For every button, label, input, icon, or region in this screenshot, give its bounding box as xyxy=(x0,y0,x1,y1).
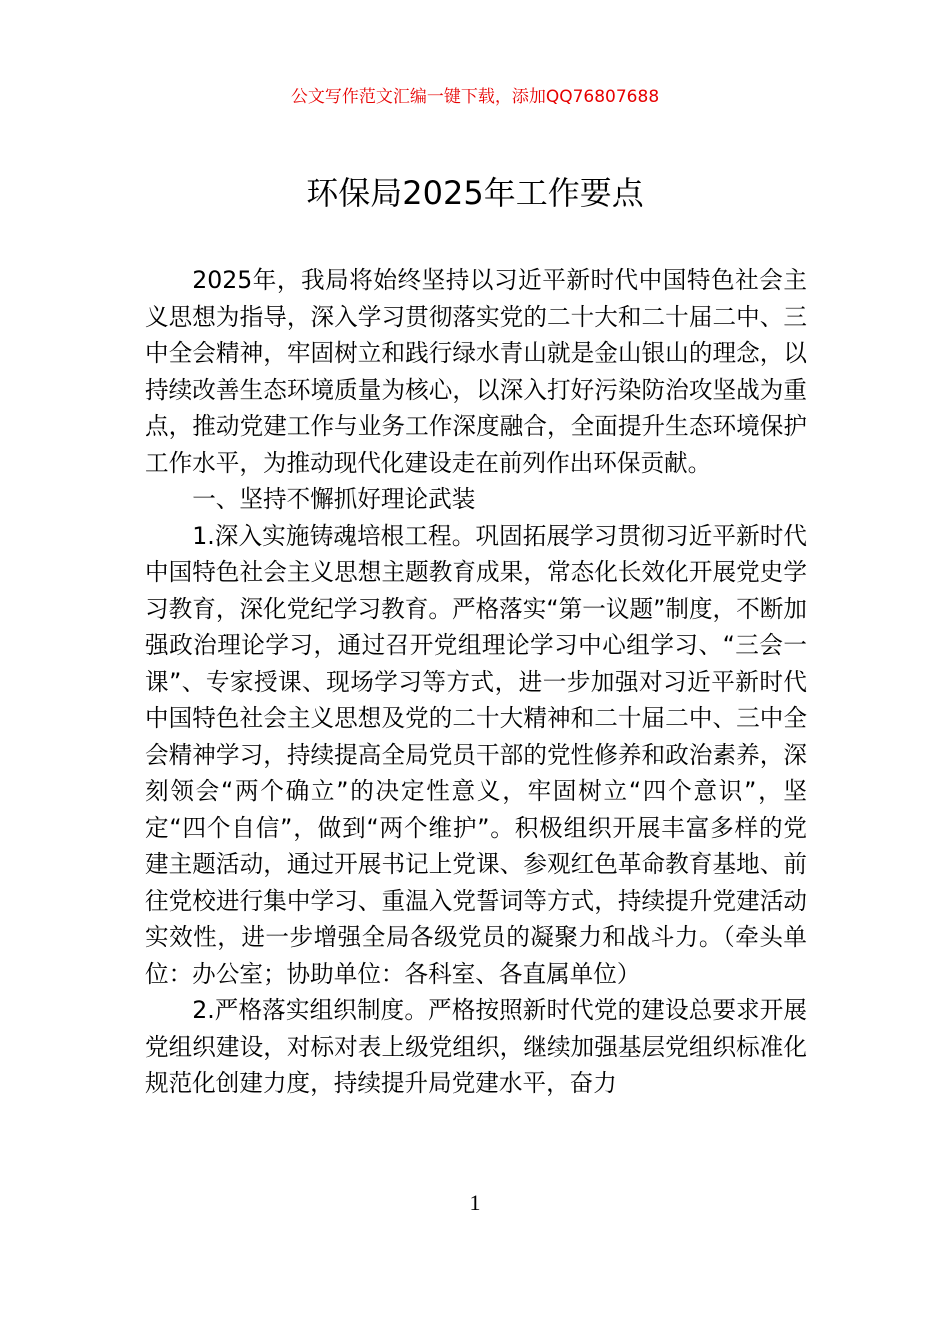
document-title: 环保局2025年工作要点 xyxy=(306,174,644,212)
download-watermark: 公文写作范文汇编一键下载，添加QQ76807688 xyxy=(290,87,660,107)
section-heading-1: 一、坚持不懈抓好理论武装 xyxy=(192,485,476,513)
page-number: 1 xyxy=(469,1190,481,1215)
item-paragraph-2: 2.严格落实组织制度。严格按照新时代党的建设总要求开展党组织建设，对标对表上级党组织，继续加强基层党组织标准化规范化创建力度，持续提升局党建水平，奋力 xyxy=(145,996,807,1097)
document-body xyxy=(145,262,807,1102)
item-paragraph-1: 1.深入实施铸魂培根工程。巩固拓展学习贯彻习近平新时代中国特色社会主义思想主题教育成果，常态化长效化开展党史学习教育，深化党纪学习教育。严格落实“第一议题”制度，不断加强政治理论学习，通过召开党组理论学习中心组学习、“三会一课”、专家授课、现场学习等方式，进一步加强对习近平新时代中国特色社会主义思想及党的二十大精神和二十届二中、三中全会精神学习，持续提高全局党员干部的党性修养和政治素养，深刻领会“两个确立”的决定性意义，牢固树立“四个意识”，坚定“四个自信”，做到“两个维护”。积极组织开展丰富多样的党建主题活动，通过开展书记上党课、参观红色革命教育基地、前往党校进行集中学习、重温入党誓词等方式，持续提升党建活动实效性，进一步增强全局各级党员的凝聚力和战斗力。（牵头单位：办公室；协助单位：各科室、各直属单位） xyxy=(145,521,807,988)
intro-paragraph: 2025年，我局将始终坚持以习近平新时代中国特色社会主义思想为指导，深入学习贯彻落实党的二十大和二十届二中、三中全会精神，牢固树立和践行绿水青山就是金山银山的理念，以持续改善生态环境质量为核心，以深入打好污染防治攻坚战为重点，推动党建工作与业务工作深度融合，全面提升生态环境保护工作水平，为推动现代化建设走在前列作出环保贡献。 xyxy=(145,266,807,477)
